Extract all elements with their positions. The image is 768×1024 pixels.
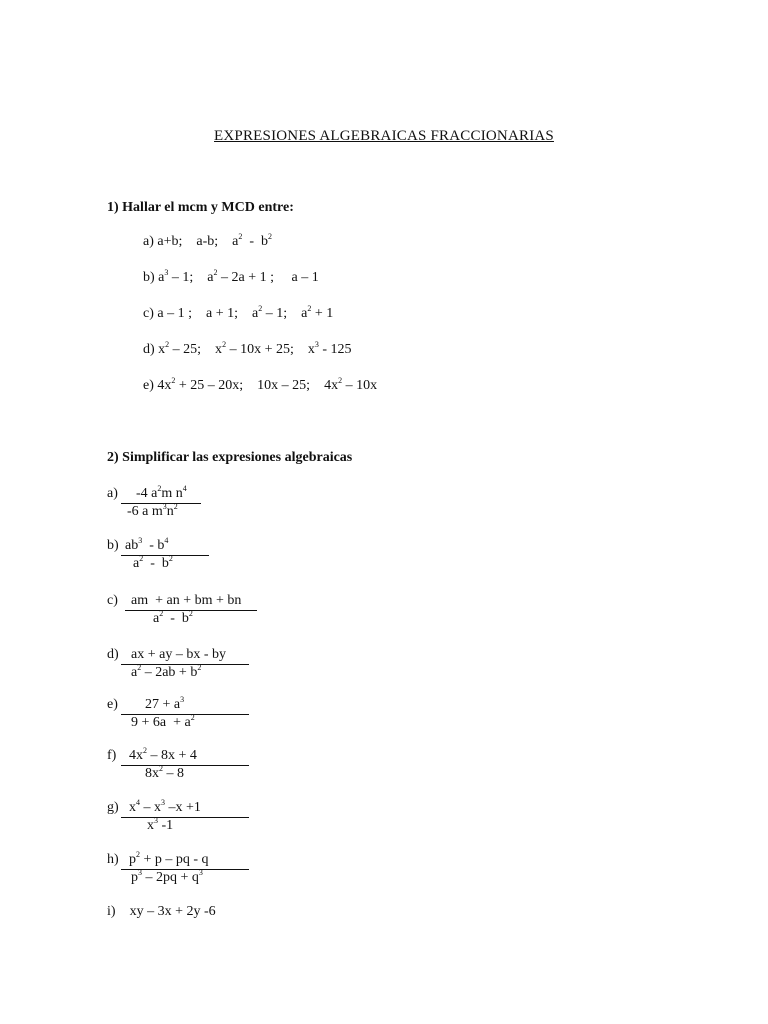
fraction-denominator — [127, 504, 178, 520]
fraction-numerator — [131, 593, 241, 609]
expression-exponent: 2 — [222, 340, 227, 349]
item-label: e) — [143, 378, 158, 393]
numerator-exponent: 2 — [157, 484, 162, 493]
numerator-text: 4x — [129, 748, 143, 763]
section-2-heading: 2) Simplificar las expresiones algebraicas — [107, 450, 353, 465]
item-label: e) — [107, 697, 118, 712]
expression-exponent: 2 — [171, 376, 176, 385]
numerator-exponent: 3 — [138, 536, 143, 545]
fraction-denominator — [133, 556, 173, 572]
item-label: i) — [107, 904, 116, 919]
expression-exponent: 2 — [213, 268, 218, 277]
denominator-exponent: 2 — [190, 713, 195, 722]
item-label: d) — [143, 342, 159, 357]
expression-text: – 1; a — [168, 270, 214, 285]
item-label: b) — [107, 538, 119, 553]
denominator-text: a — [131, 665, 138, 680]
exercise-2-item — [107, 904, 216, 920]
numerator-text: ax + ay – bx - by — [131, 647, 226, 662]
exercise-1-item — [143, 306, 333, 322]
numerator-text: -4 a — [129, 486, 158, 501]
expression-exponent: 2 — [268, 232, 273, 241]
denominator-text: n — [166, 504, 174, 519]
numerator-text: - b — [142, 538, 165, 553]
denominator-exponent: 2 — [168, 554, 173, 563]
denominator-exponent: 2 — [159, 609, 164, 618]
expression-text: xy – 3x + 2y -6 — [129, 904, 216, 919]
expression-exponent: 2 — [258, 304, 263, 313]
expression-text: + 1 — [311, 306, 334, 321]
fraction-numerator — [129, 748, 197, 764]
exercise-1-item — [143, 342, 352, 358]
expression-text: - b — [242, 234, 269, 249]
fraction-numerator — [129, 800, 201, 816]
denominator-text: x — [147, 818, 154, 833]
fraction-numerator — [129, 852, 209, 868]
expression-exponent: 2 — [165, 340, 170, 349]
denominator-exponent: 2 — [159, 764, 163, 773]
numerator-text: 27 + a — [145, 697, 181, 712]
expression-exponent: 3 — [164, 268, 169, 277]
item-label: g) — [107, 800, 119, 815]
denominator-exponent: 2 — [137, 663, 142, 672]
item-label: h) — [107, 852, 119, 867]
expression-text: + 25 – 20x; 10x – 25; 4x — [175, 378, 339, 393]
denominator-text: - b — [163, 611, 189, 626]
numerator-text: ab — [125, 538, 139, 553]
numerator-exponent: 2 — [136, 850, 140, 859]
fraction-denominator — [131, 665, 201, 681]
numerator-text: m n — [161, 486, 183, 501]
denominator-text: 8x — [145, 766, 159, 781]
section-1-heading: 1) Hallar el mcm y MCD entre: — [107, 200, 294, 215]
expression-text: - 125 — [318, 342, 352, 357]
expression-text: 4x — [157, 378, 172, 393]
denominator-text: - b — [143, 556, 169, 571]
fraction-denominator — [145, 766, 184, 782]
exercise-1-item — [143, 270, 319, 286]
expression-exponent: 2 — [307, 304, 312, 313]
item-label: c) — [107, 593, 118, 608]
denominator-text: – 2pq + q — [142, 870, 199, 885]
numerator-exponent: 3 — [180, 695, 185, 704]
fraction-numerator — [145, 697, 184, 713]
numerator-exponent: 4 — [136, 798, 140, 807]
expression-exponent: 2 — [238, 232, 243, 241]
fraction-numerator — [125, 538, 168, 554]
item-label: a) — [143, 234, 158, 249]
denominator-exponent: 2 — [188, 609, 193, 618]
numerator-text: am + an + bm + bn — [131, 593, 242, 608]
numerator-exponent: 4 — [164, 536, 169, 545]
expression-exponent: 3 — [314, 340, 319, 349]
denominator-text: – 2ab + b — [141, 665, 198, 680]
fraction-numerator — [129, 486, 187, 502]
fraction-bar — [121, 765, 249, 766]
fraction-numerator — [131, 647, 226, 663]
item-label: a) — [107, 486, 118, 501]
numerator-text: p — [129, 852, 136, 867]
fraction-denominator — [153, 611, 193, 627]
numerator-text: – x — [140, 800, 161, 815]
item-label: f) — [107, 748, 117, 763]
fraction-denominator — [131, 715, 195, 731]
page-title: EXPRESIONES ALGEBRAICAS FRACCIONARIAS — [214, 128, 554, 144]
numerator-text: –x +1 — [165, 800, 201, 815]
expression-exponent: 2 — [338, 376, 343, 385]
numerator-text: x — [129, 800, 136, 815]
denominator-text: -6 a m — [127, 504, 163, 519]
exercise-1-item — [143, 378, 377, 394]
denominator-exponent: 2 — [173, 502, 178, 511]
expression-text: – 2a + 1 ; a – 1 — [217, 270, 319, 285]
denominator-exponent: 3 — [138, 868, 142, 877]
denominator-exponent: 2 — [197, 663, 202, 672]
denominator-exponent: 3 — [154, 816, 158, 825]
denominator-text: 9 + 6a + a — [131, 715, 191, 730]
numerator-exponent: 3 — [161, 798, 165, 807]
fraction-denominator — [147, 818, 173, 834]
item-label: b) — [143, 270, 159, 285]
expression-text: – 10x — [342, 378, 378, 393]
denominator-text: – 8 — [163, 766, 184, 781]
expression-text: – 25; x — [169, 342, 223, 357]
expression-text: a – 1 ; a + 1; a — [157, 306, 259, 321]
denominator-exponent: 3 — [198, 868, 203, 877]
expression-text: – 10x + 25; x — [226, 342, 315, 357]
expression-text: x — [158, 342, 166, 357]
numerator-exponent: 4 — [182, 484, 187, 493]
numerator-exponent: 2 — [143, 746, 147, 755]
item-label: c) — [143, 306, 158, 321]
denominator-text: p — [131, 870, 138, 885]
fraction-bar — [121, 817, 249, 818]
denominator-text: a — [133, 556, 140, 571]
denominator-text: -1 — [158, 818, 174, 833]
fraction-denominator — [131, 870, 203, 886]
denominator-exponent: 2 — [139, 554, 144, 563]
numerator-text: – 8x + 4 — [147, 748, 197, 763]
exercise-1-item — [143, 234, 272, 250]
expression-text: – 1; a — [262, 306, 308, 321]
numerator-text: + p – pq - q — [140, 852, 209, 867]
item-label: d) — [107, 647, 119, 662]
denominator-exponent: 3 — [162, 502, 167, 511]
expression-text: a — [158, 270, 165, 285]
denominator-text: a — [153, 611, 160, 626]
expression-text: a+b; a-b; a — [157, 234, 239, 249]
